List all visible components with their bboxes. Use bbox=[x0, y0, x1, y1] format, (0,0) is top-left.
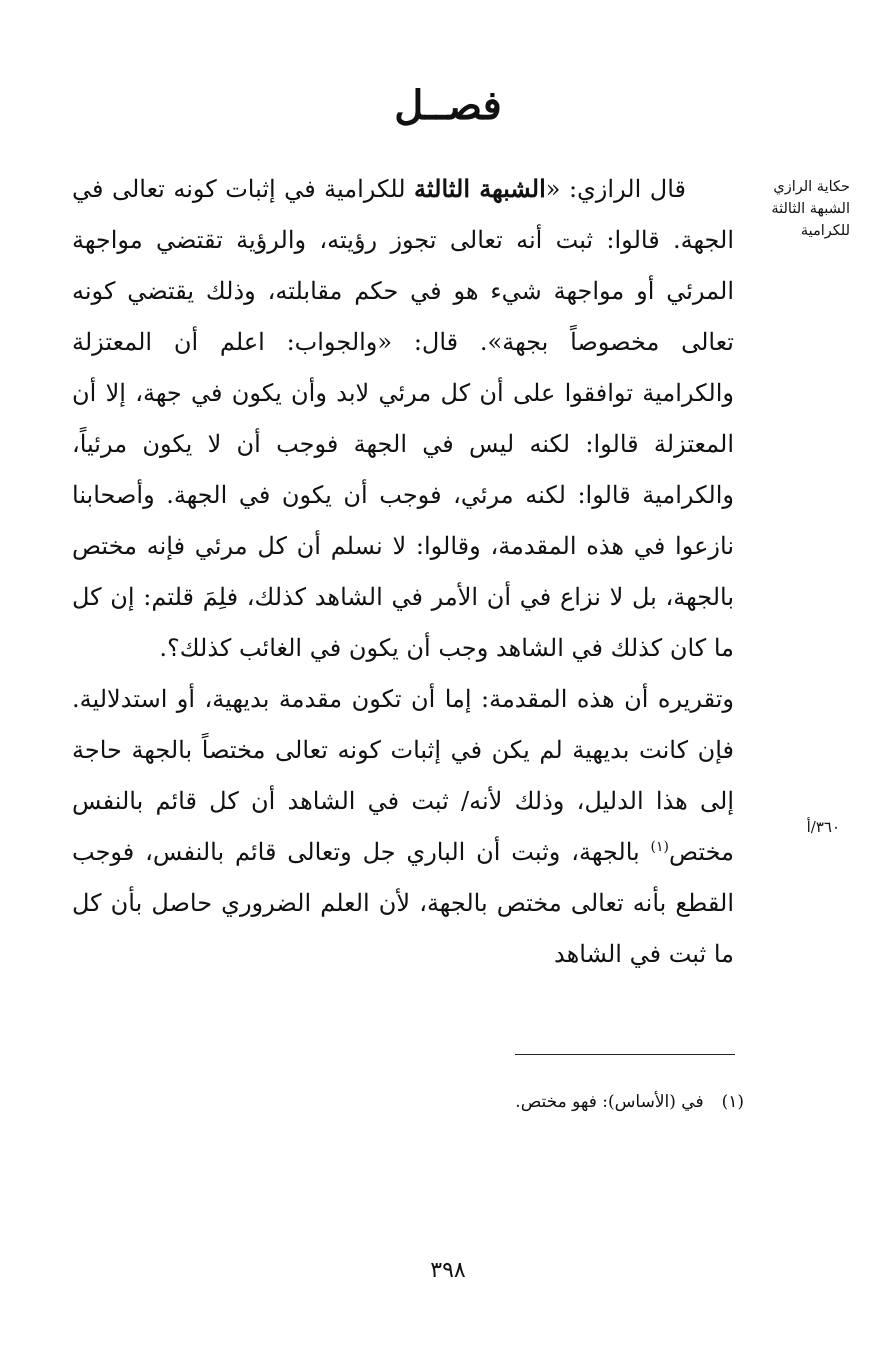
footnote bbox=[515, 1092, 744, 1112]
footnote-reference: (١) bbox=[650, 839, 669, 855]
paragraph-2 bbox=[72, 674, 734, 980]
main-text bbox=[72, 163, 734, 980]
paragraph-2-after: بالجهة، وثبت أن الباري جل وتعالى قائم بالنفس، فوجب القطع بأنه تعالى مختص بالجهة، لأن العلم الضروري حاصل بأن كل ما ثبت في الشاهد bbox=[72, 838, 734, 968]
manuscript-page-marker: ٣٦٠/أ bbox=[806, 818, 840, 836]
paragraph-1-bold: الشبهة الثالثة bbox=[414, 174, 546, 203]
paragraph-1-before: قال الرازي: « bbox=[545, 175, 686, 203]
paragraph-2-before: وتقريره أن هذه المقدمة: إما أن تكون مقدمة بديهية، أو استدلالية. فإن كانت بديهية لم يكن في إثبات كونه تعالى مختصاً بالجهة حاجة إلى هذا الدليل، وذلك لأنه/ ثبت في الشاهد أن كل قائم بالنفس مختص bbox=[72, 685, 734, 866]
chapter-title: فصــل bbox=[394, 82, 502, 129]
margin-note: حكاية الرازي الشبهة الثالثة للكرامية bbox=[771, 179, 850, 239]
paragraph-1-after: للكرامية في إثبات كونه تعالى في الجهة. قالوا: ثبت أنه تعالى تجوز رؤيته، والرؤية تقتضي مواجهة المرئي أو مواجهة شيء هو في حكم مقابلته، وذلك يقتضي كونه تعالى مخصوصاً بجهة». قال: «والجواب: اعلم أن المعتزلة والكرامية توافقوا على أن كل مرئي لابد وأن يكون في جهة، إلا أن المعتزلة قالوا: لكنه ليس في الجهة فوجب أن لا يكون مرئياً، والكرامية قالوا: لكنه مرئي، فوجب أن يكون في الجهة. وأصحابنا نازعوا في هذه المقدمة، وقالوا: لا نسلم أن كل مرئي فإنه مختص بالجهة، بل لا نزاع في أن الأمر في الشاهد كذلك، فلِمَ قلتم: إن كل ما كان كذلك في الشاهد وجب أن يكون في الغائب كذلك؟. bbox=[72, 175, 735, 662]
footnote-divider bbox=[515, 1054, 735, 1055]
paragraph-1 bbox=[72, 163, 734, 674]
footnote-text: في (الأساس): فهو مختص. bbox=[515, 1092, 704, 1112]
page-number: ٣٩٨ bbox=[430, 1258, 466, 1283]
footnote-number: (١) bbox=[721, 1092, 744, 1112]
